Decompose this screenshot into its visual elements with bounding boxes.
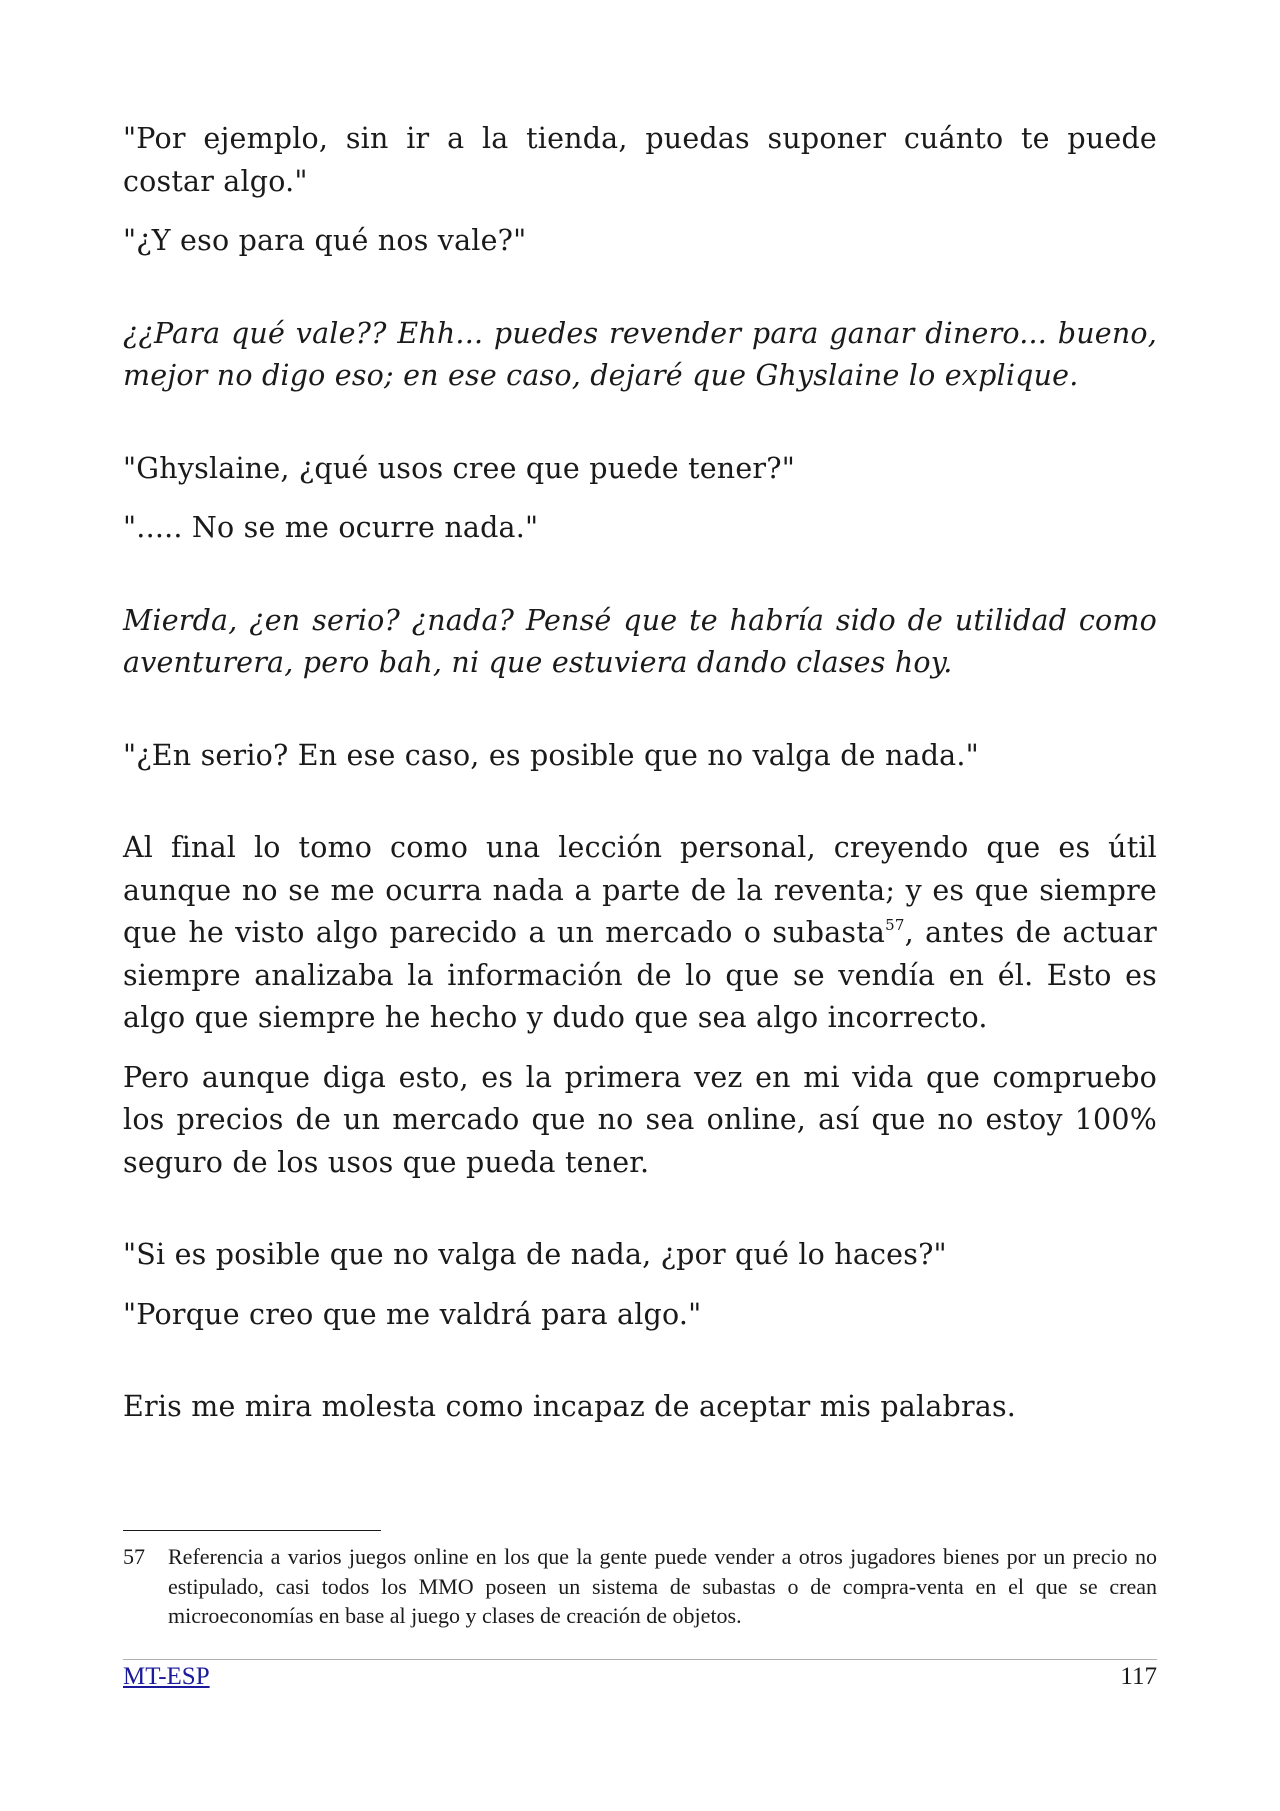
footnote-text: Referencia a varios juegos online en los que la gente puede vender a otros jugadores bienes por un precio no estipulado, casi todos los MMO poseen un sistema de subastas o de compra-venta en el que se crean microeconomías en base al juego y clases de creación de objetos.: [168, 1544, 1157, 1628]
paragraph-thought: Mierda, ¿en serio? ¿nada? Pensé que te habría sido de utilidad como aventurera, pero bah, ni que estuviera dando clases hoy.: [123, 603, 1157, 679]
footnote: [123, 1542, 1157, 1631]
page-number: 117: [1120, 1663, 1157, 1690]
footnote-reference[interactable]: 57: [885, 915, 905, 934]
paragraph-dialogue: "Por ejemplo, sin ir a la tienda, puedas suponer cuánto te puede costar algo.": [123, 122, 1157, 198]
paragraph-narration: Eris me mira molesta como incapaz de aceptar mis palabras.: [123, 1390, 1017, 1423]
paragraph-dialogue: "..... No se me ocurre nada.": [123, 511, 539, 544]
paragraph-dialogue: "¿Y eso para qué nos vale?": [123, 224, 527, 257]
footnote-separator: [123, 1530, 381, 1531]
footer-link[interactable]: MT-ESP: [123, 1663, 210, 1690]
paragraph-narration: [123, 827, 1157, 1040]
page-footer: [123, 1660, 1157, 1694]
paragraph-dialogue: "Si es posible que no valga de nada, ¿por qué lo haces?": [123, 1238, 947, 1271]
footnote-number: 57: [123, 1544, 145, 1569]
paragraph-dialogue: "Ghyslaine, ¿qué usos cree que puede tener?": [123, 451, 796, 485]
paragraph-dialogue: "Porque creo que me valdrá para algo.": [123, 1297, 702, 1331]
body-text: [123, 118, 1157, 1429]
paragraph-text: , antes de actuar siempre analizaba la información de lo que se vendía en él. Esto es algo que siempre he hecho y dudo que sea algo incorrecto.: [123, 916, 1157, 1034]
paragraph-text: Al final lo tomo como una lección personal, creyendo que es útil aunque no se me ocurra nada a parte de la reventa; y es que siempre que he visto algo parecido a un mercado o subasta: [123, 831, 1157, 949]
paragraph-dialogue: "¿En serio? En ese caso, es posible que no valga de nada.": [123, 738, 979, 772]
paragraph-thought: ¿¿Para qué vale?? Ehh... puedes revender para ganar dinero... bueno, mejor no digo eso; en ese caso, dejaré que Ghyslaine lo explique.: [123, 316, 1157, 392]
paragraph-narration: Pero aunque diga esto, es la primera vez en mi vida que compruebo los precios de un mercado que no sea online, así que no estoy 100% seguro de los usos que pueda tener.: [123, 1060, 1157, 1179]
